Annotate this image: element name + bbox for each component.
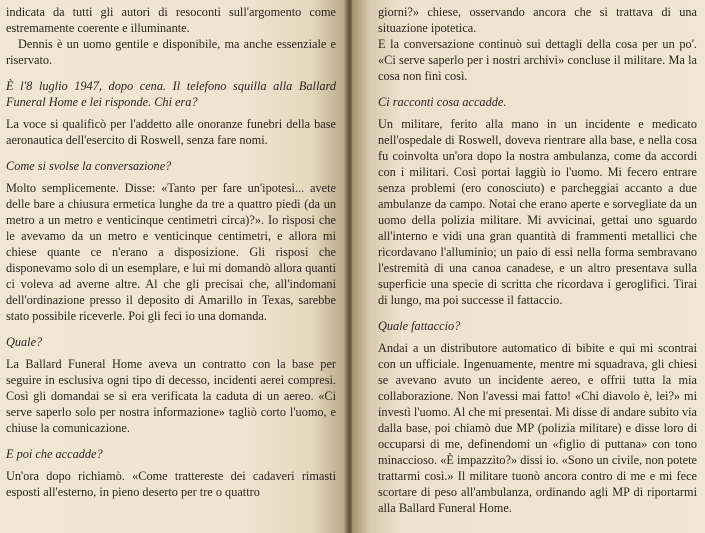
answer-2: Molto semplicemente. Disse: «Tanto per fare un'ipotesi... avete delle bare a chiusura ermetica lunghe da tre a quattro piedi (da un metro a un metro e venticinque centimetri circa)?». Io risposi che le avevamo da un metro e venticinque centimetri, e allora mi chiese quante ce n'erano a disposizione. Gli risposi che disponevamo solo di un esemplare, e lui mi domandò allora quanti ci voleva ad averne altre. Al che gli precisai che, all'indomani dell'ordinazione presso il deposito di Amarillo in Texas, sarebbe stato possibile riceverle. Poi gli feci io una domanda.: [6, 181, 336, 323]
answer-3: La Ballard Funeral Home aveva un contratto con la base per seguire in esclusiva ogni tipo di decesso, incidenti aerei compresi. Così gli domandai se si era verificata la caduta di un aereo. «Ci serve saperlo solo per nostra informazione» tagliò corto l'uomo, e chiuse la comunicazione.: [6, 357, 336, 435]
question-3: Quale?: [6, 335, 43, 349]
question-1: È l'8 luglio 1947, dopo cena. Il telefono squilla alla Ballard Funeral Home e lei risponde. Chi era?: [6, 79, 336, 109]
conversation-paragraph: E la conversazione continuò sui dettagli della cosa per un po'. «Ci serve saperlo per i nostri archivi» concluse il militare. Ma la cosa non finì così.: [378, 37, 697, 83]
question-5: Ci racconti cosa accadde.: [378, 95, 507, 109]
intro-paragraph-end: indicata da tutti gli autori di resoconti sull'argomento come estremamente coerente e illuminante.: [6, 5, 336, 35]
left-page: [0, 0, 346, 533]
question-4: E poi che accadde?: [6, 447, 103, 461]
question-2: Come si svolse la conversazione?: [6, 159, 172, 173]
question-6: Quale fattaccio?: [378, 319, 461, 333]
answer-1: La voce si qualificò per l'addetto alle onoranze funebri della base aeronautica dell'esercito di Roswell, senza fare nomi.: [6, 117, 336, 147]
answer-5: Un militare, ferito alla mano in un incidente e medicato nell'ospedale di Roswell, doveva rientrare alla base, e nella cosa fu coinvolta un'ora dopo la nostra ambulanza, come da accordi con i militari. Così portai laggiù io l'uomo. Mi fecero entrare senza problemi (ero conosciuto) e parcheggiai accanto a due ambulanze da campo. Notai che erano aperte e sorvegliate da un uomo della polizia militare. Mi avvicinai, gettai uno sguardo all'interno e vidi una gran quantità di frammenti metallici che ricordavano l'alluminio; un paio di essi nella forma sembravano l'estremità di una canoa canadese, e un altro presentava sulla superficie una specie di scritta che ricordava i geroglifici. Tirai di lungo, ma poi successe il fattaccio.: [378, 117, 697, 307]
answer-6: Andai a un distributore automatico di bibite e qui mi scontrai con un ufficiale. Ingenuamente, mentre mi squadrava, gli chiesi se avevano avuto un incidente aereo, e offrii tutta la mia collaborazione. Non l'avessi mai fatto! «Chi diavolo è, lei?» mi investì l'uomo. Al che mi presentai. Mi disse di andare subito via dalla base, poi chiamò due MP (polizia militare) e disse loro di occuparsi di me, definendomi un «figlio di puttana» con tono minaccioso. «È impazzito?» dissi io. «Sono un civile, non potete trattarmi così.» Il militare tuonò ancora contro di me e mi fece scortare di peso all'ambulanza, ordinando agli MP di riportarmi alla Ballard Funeral Home.: [378, 341, 697, 515]
answer-4: Un'ora dopo richiamò. «Come trattereste dei cadaveri rimasti esposti all'esterno, in pieno deserto per tre o quattro: [6, 469, 336, 499]
continued-paragraph: giorni?» chiese, osservando ancora che si trattava di una situazione ipotetica.: [378, 5, 697, 35]
right-page: [352, 0, 705, 533]
dennis-paragraph: Dennis è un uomo gentile e disponibile, ma anche essenziale e riservato.: [6, 37, 336, 67]
